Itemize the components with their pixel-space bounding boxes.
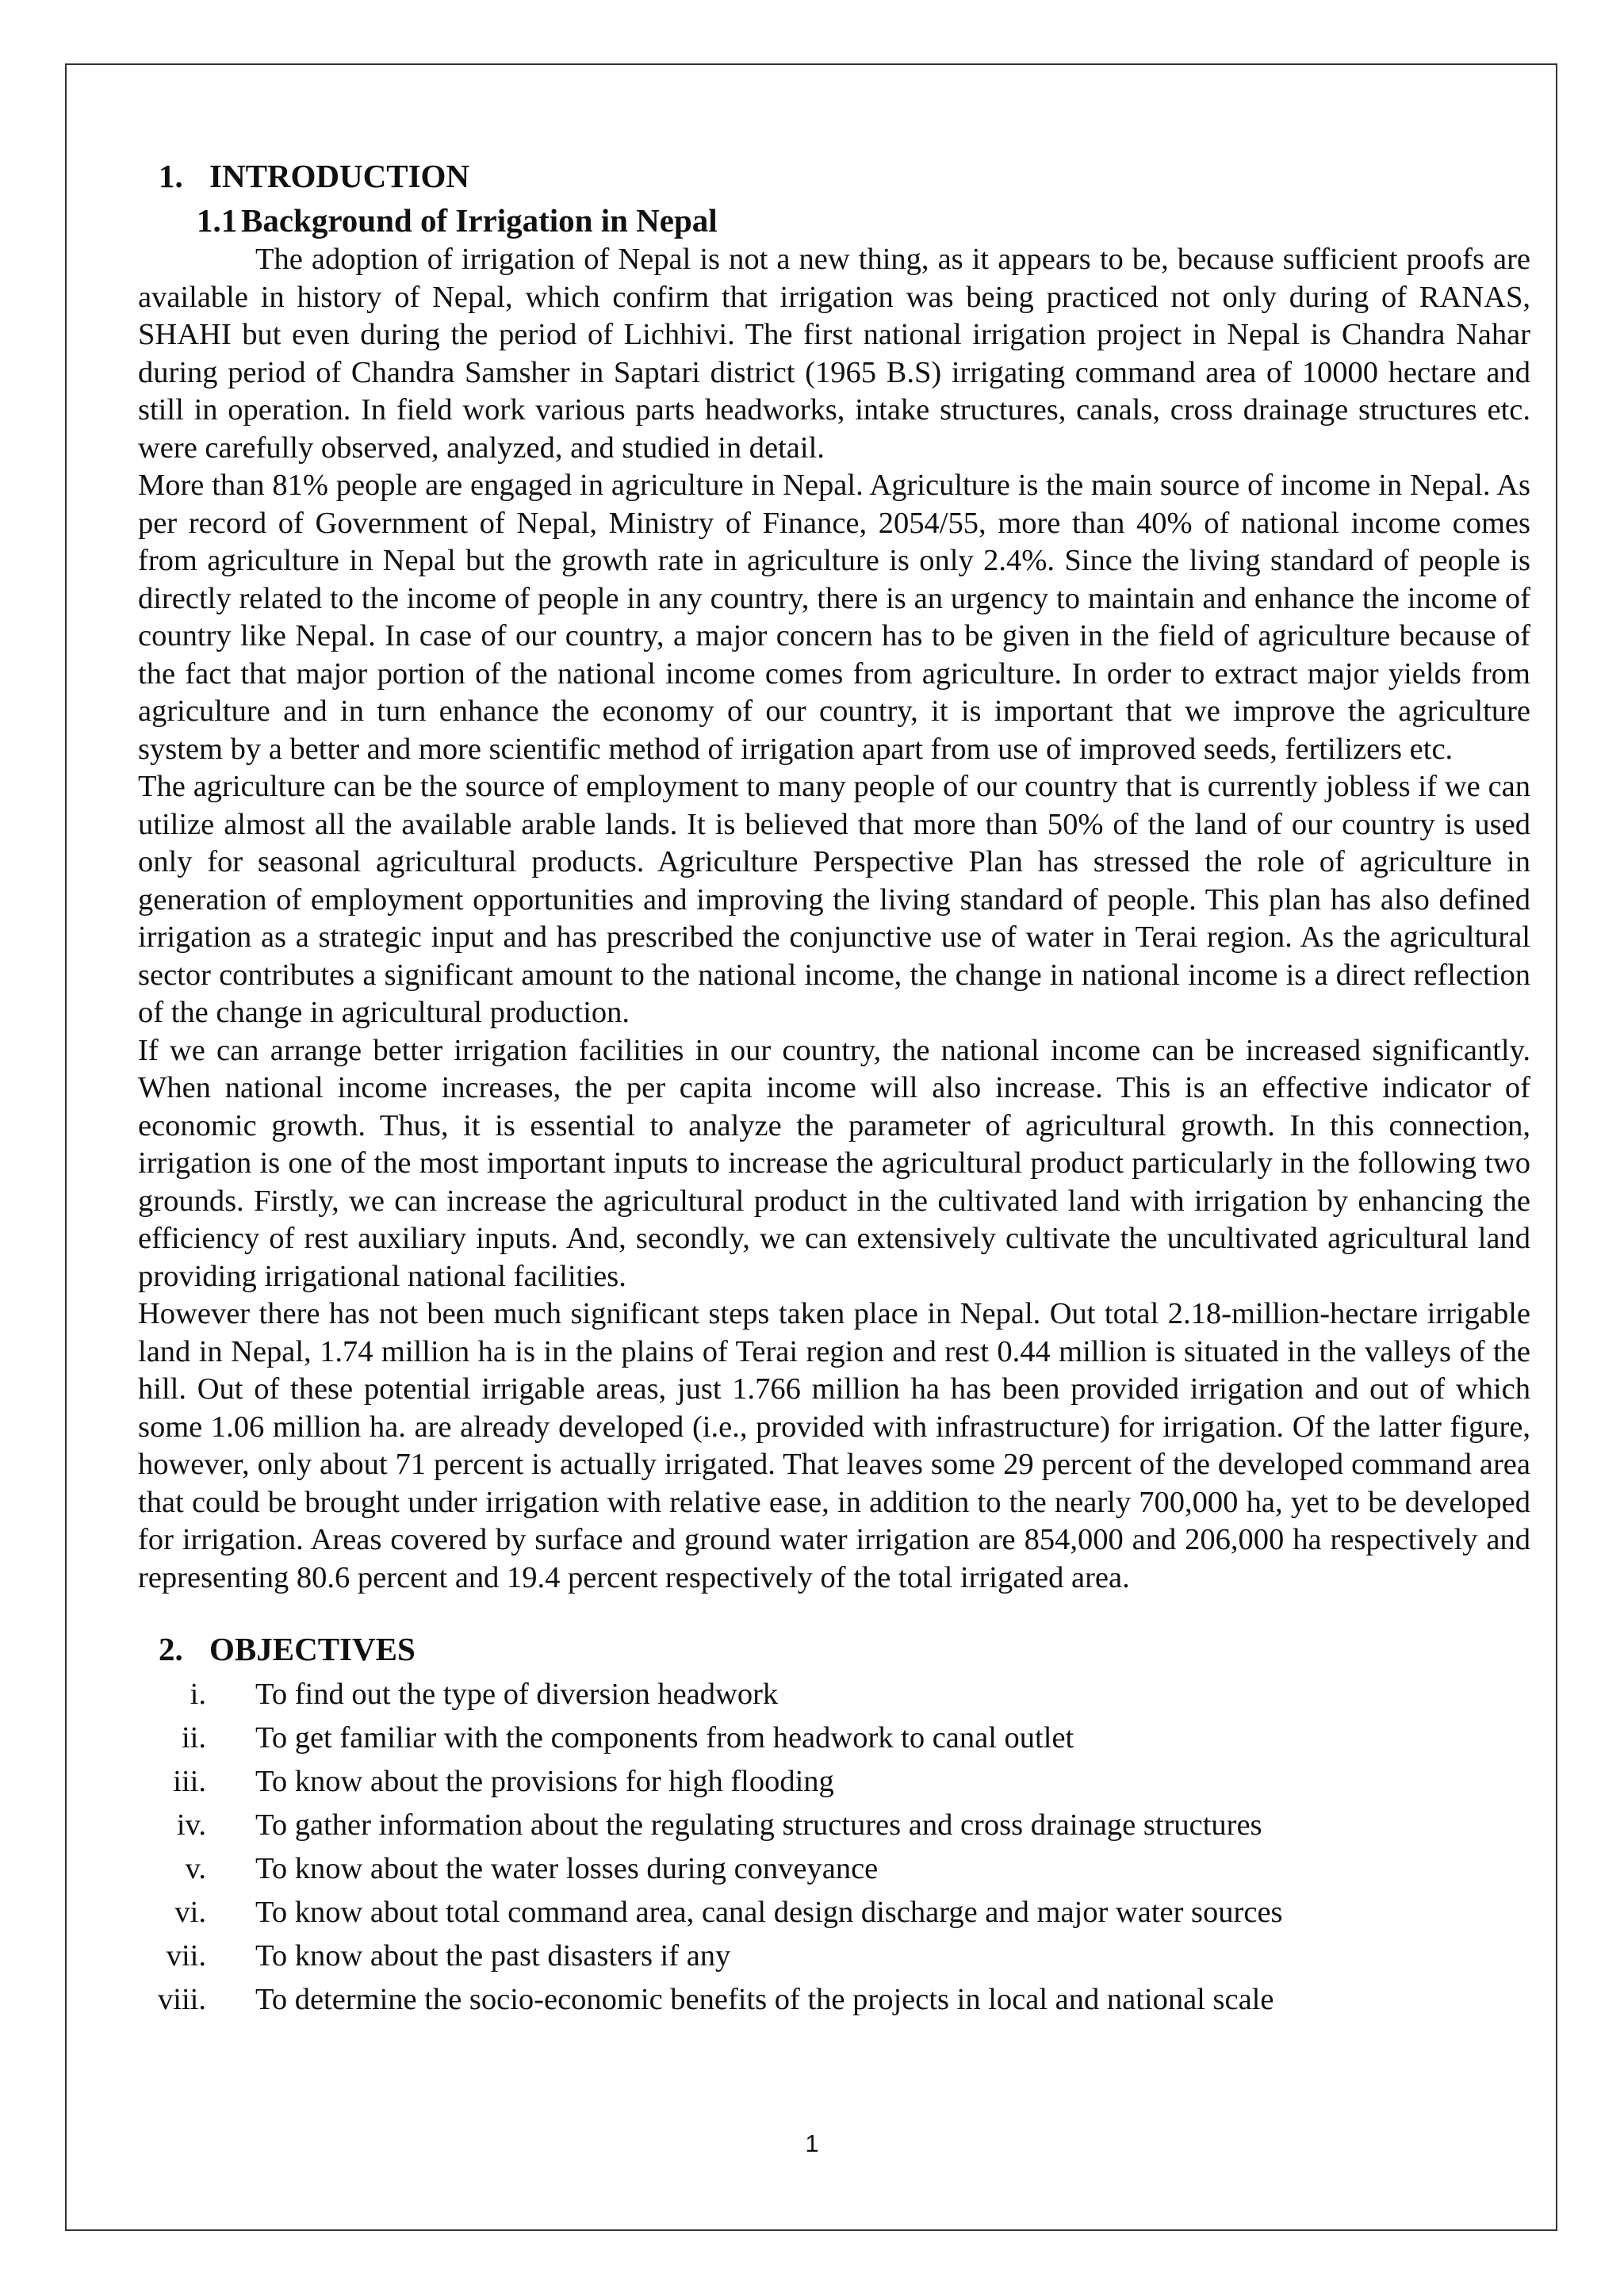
list-item bbox=[138, 1978, 1530, 2022]
list-marker: v. bbox=[185, 1852, 206, 1885]
paragraph: The agriculture can be the source of employment to many people of our country that is currently jobless if we can utilize almost all the available arable lands. It is believed that more than 50% of the land of our country is used only for seasonal agricultural products. Agriculture Perspective Plan has stressed the role of agriculture in generation of employment opportunities and improving the living standard of people. This plan has also defined irrigation as a strategic input and has prescribed the conjunctive use of water in Terai region. As the agricultural sector contributes a significant amount to the national income, the change in national income is a direct reflection of the change in agricultural production. bbox=[138, 770, 1530, 1029]
subsection-number: 1.1 bbox=[197, 202, 238, 239]
list-item-text: To know about the water losses during conveyance bbox=[255, 1852, 879, 1885]
list-item-text: To know about the past disasters if any bbox=[255, 1939, 731, 1973]
section-title: OBJECTIVES bbox=[209, 1631, 416, 1667]
list-item bbox=[138, 1891, 1530, 1934]
list-item-text: To get familiar with the components from headwork to canal outlet bbox=[255, 1721, 1074, 1755]
section-heading-objectives bbox=[138, 1628, 1530, 1670]
list-marker: ii. bbox=[181, 1721, 206, 1755]
paragraph: However there has not been much significant steps taken place in Nepal. Out total 2.18-million-hectare irrigable land in Nepal, 1.74 million ha is in the plains of Terai region and rest 0.44 million is situated in the valleys of the hill. Out of these potential irrigable areas, just 1.766 million ha has been provided irrigation and out of which some 1.06 million ha. are already developed (i.e., provided with infrastructure) for irrigation. Of the latter figure, however, only about 71 percent is actually irrigated. That leaves some 29 percent of the developed command area that could be brought under irrigation with relative ease, in addition to the nearly 700,000 ha, yet to be developed for irrigation. Areas covered by surface and ground water irrigation are 854,000 and 206,000 ha respectively and representing 80.6 percent and 19.4 percent respectively of the total irrigated area. bbox=[138, 1297, 1530, 1594]
subsection-title: Background of Irrigation in Nepal bbox=[241, 202, 718, 239]
list-item bbox=[138, 1760, 1530, 1804]
objectives-list bbox=[138, 1673, 1530, 2022]
subsection-heading-background bbox=[138, 200, 1530, 241]
paragraph: The adoption of irrigation of Nepal is not a new thing, as it appears to be, because sufficient proofs are available in history of Nepal, which confirm that irrigation was being practiced not only during of RANAS, SHAHI but even during the period of Lichhivi. The first national irrigation project in Nepal is Chandra Nahar during period of Chandra Samsher in Saptari district (1965 B.S) irrigating command area of 10000 hectare and still in operation. In field work various parts headworks, intake structures, canals, cross drainage structures etc. were carefully observed, analyzed, and studied in detail. bbox=[138, 243, 1530, 465]
list-item-text: To gather information about the regulating structures and cross drainage structures bbox=[255, 1808, 1262, 1842]
list-marker: viii. bbox=[158, 1983, 206, 2016]
list-item-text: To know about the provisions for high flooding bbox=[255, 1765, 834, 1798]
document-body bbox=[138, 155, 1530, 2022]
list-item bbox=[138, 1934, 1530, 1978]
list-item-text: To find out the type of diversion headwork bbox=[255, 1678, 779, 1711]
list-marker: iii. bbox=[173, 1765, 206, 1798]
list-item-text: To determine the socio-economic benefits of the projects in local and national scale bbox=[255, 1983, 1274, 2016]
list-item bbox=[138, 1804, 1530, 1847]
list-item bbox=[138, 1716, 1530, 1760]
list-marker: iv. bbox=[176, 1808, 206, 1842]
section-title: INTRODUCTION bbox=[209, 158, 470, 194]
list-item bbox=[138, 1673, 1530, 1716]
paragraph: If we can arrange better irrigation facilities in our country, the national income can be increased significantly. When national income increases, the per capita income will also increase. This is an effective indicator of economic growth. Thus, it is essential to analyze the parameter of agricultural growth. In this connection, irrigation is one of the most important inputs to increase the agricultural product particularly in the following two grounds. Firstly, we can increase the agricultural product in the cultivated land with irrigation by enhancing the efficiency of rest auxiliary inputs. And, secondly, we can extensively cultivate the uncultivated agricultural land providing irrigational national facilities. bbox=[138, 1033, 1530, 1293]
list-marker: vi. bbox=[174, 1896, 206, 1929]
paragraph: More than 81% people are engaged in agriculture in Nepal. Agriculture is the main source of income in Nepal. As per record of Government of Nepal, Ministry of Finance, 2054/55, more than 40% of national income comes from agriculture in Nepal but the growth rate in agriculture is only 2.4%. Since the living standard of people is directly related to the income of people in any country, there is an urgency to maintain and enhance the income of country like Nepal. In case of our country, a major concern has to be given in the field of agriculture because of the fact that major portion of the national income comes from agriculture. In order to extract major yields from agriculture and in turn enhance the economy of our country, it is important that we improve the agriculture system by a better and more scientific method of irrigation apart from use of improved seeds, fertilizers etc. bbox=[138, 469, 1530, 766]
list-marker: i. bbox=[190, 1678, 206, 1711]
section-heading-introduction bbox=[138, 155, 1530, 197]
page-number: 1 bbox=[805, 2130, 819, 2157]
list-item-text: To know about total command area, canal design discharge and major water sources bbox=[255, 1896, 1283, 1929]
section-number: 2. bbox=[159, 1631, 183, 1667]
list-marker: vii. bbox=[166, 1939, 206, 1973]
section-number: 1. bbox=[159, 158, 183, 194]
list-item bbox=[138, 1847, 1530, 1891]
